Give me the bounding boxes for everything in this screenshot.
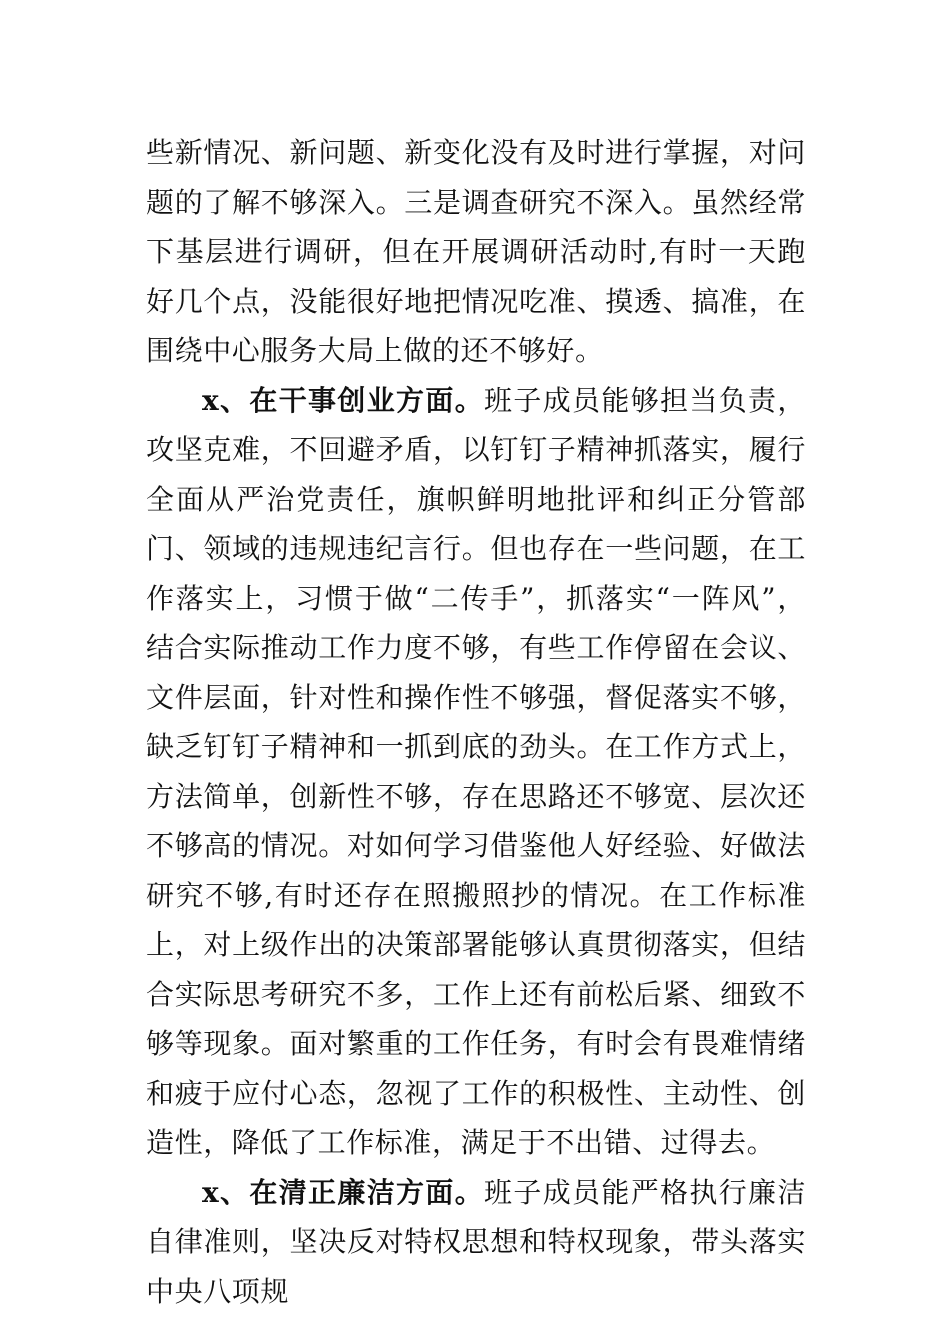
paragraph-integrity-section — [146, 1168, 806, 1317]
document-body — [146, 128, 806, 1316]
section-heading-work: x、在干事创业方面。 — [202, 383, 485, 417]
paragraph-work-section — [146, 376, 806, 1168]
section-heading-integrity: x、在清正廉洁方面。 — [202, 1175, 485, 1209]
paragraph-work-body: 班子成员能够担当负责，攻坚克难，不回避矛盾，以钉钉子精神抓落实，履行全面从严治党责任，旗帜鲜明地批评和纠正分管部门、领域的违规违纪言行。但也存在一些问题，在工作落实上，习惯于做“二传手”，抓落实“一阵风”，结合实际推动工作力度不够，有些工作停留在会议、文件层面，针对性和操作性不够强，督促落实不够，缺乏钉钉子精神和一抓到底的劲头。在工作方式上，方法简单，创新性不够，存在思路还不够宽、层次还不够高的情况。对如何学习借鉴他人好经验、好做法研究不够,有时还存在照搬照抄的情况。在工作标准上，对上级作出的决策部署能够认真贯彻落实，但结合实际思考研究不多，工作上还有前松后紧、细致不够等现象。面对繁重的工作任务，有时会有畏难情绪和疲于应付心态，忽视了工作的积极性、主动性、创造性，降低了工作标准，满足于不出错、过得去。 — [146, 383, 806, 1159]
paragraph-integrity-body: 班子成员能严格执行廉洁自律准则，坚决反对特权思想和特权现象，带头落实中央八项规 — [146, 1175, 806, 1308]
paragraph-continued: 些新情况、新问题、新变化没有及时进行掌握，对问题的了解不够深入。三是调查研究不深入。虽然经常下基层进行调研，但在开展调研活动时,有时一天跑好几个点，没能很好地把情况吃准、摸透、搞准，在围绕中心服务大局上做的还不够好。 — [146, 136, 806, 367]
